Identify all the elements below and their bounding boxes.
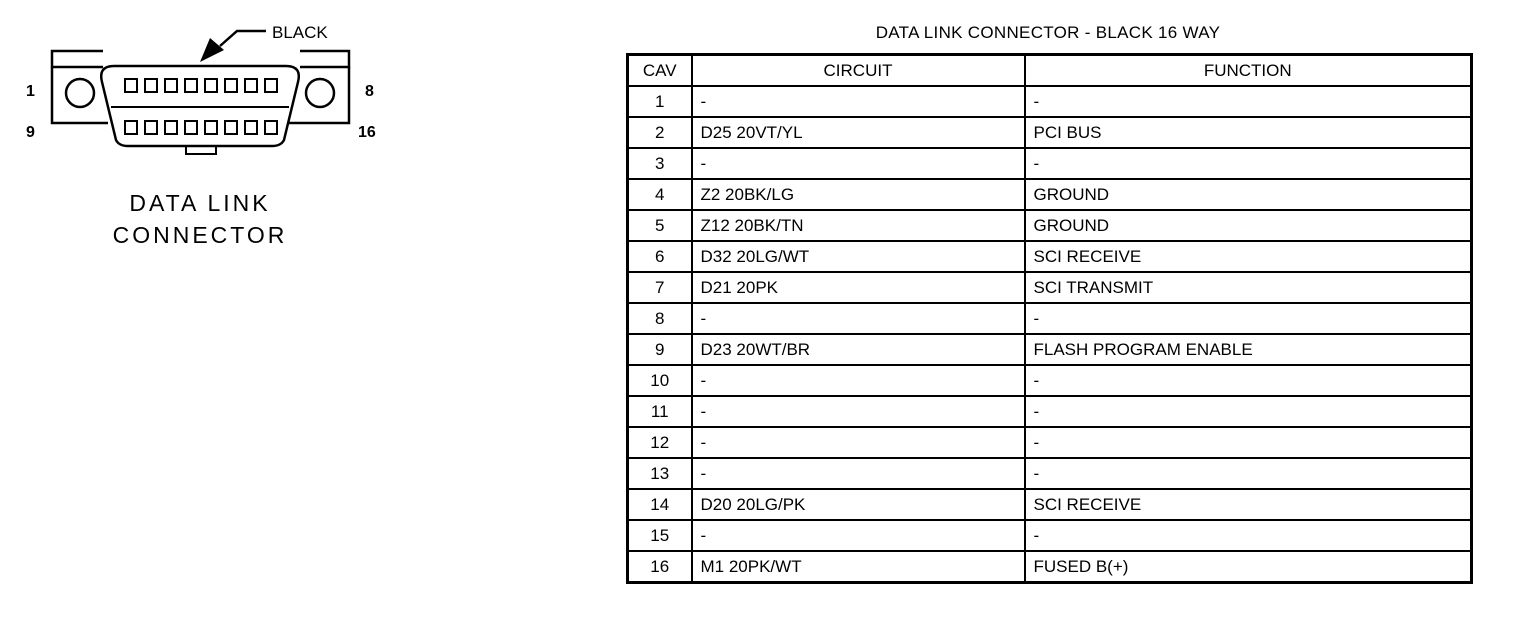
pin-label-8: 8 [365, 83, 374, 100]
function-cell: SCI RECEIVE [1025, 241, 1472, 272]
pin-cavity [145, 79, 157, 92]
left-mount-hole [66, 79, 94, 107]
function-cell: FLASH PROGRAM ENABLE [1025, 334, 1472, 365]
pin-cavity [245, 79, 257, 92]
function-cell: GROUND [1025, 210, 1472, 241]
table-row [628, 241, 1472, 272]
cav-cell: 9 [628, 334, 692, 365]
cav-cell: 8 [628, 303, 692, 334]
cav-cell: 7 [628, 272, 692, 303]
cav-cell: 16 [628, 551, 692, 583]
table-row [628, 365, 1472, 396]
function-cell: GROUND [1025, 179, 1472, 210]
function-cell: FUSED B(+) [1025, 551, 1472, 583]
table-row [628, 458, 1472, 489]
pin-cavity [245, 121, 257, 134]
table-row [628, 210, 1472, 241]
connector-diagram [0, 0, 600, 300]
function-cell: - [1025, 148, 1472, 179]
function-cell: - [1025, 427, 1472, 458]
callout-arrow-icon [200, 31, 266, 62]
cav-cell: 10 [628, 365, 692, 396]
pin-label-1: 1 [26, 83, 35, 100]
table-row [628, 396, 1472, 427]
pin-cavity [225, 121, 237, 134]
cav-cell: 3 [628, 148, 692, 179]
connector-name-line1: DATA LINK [129, 190, 271, 216]
pin-cavity [265, 79, 277, 92]
pin-label-9: 9 [26, 124, 35, 141]
function-cell: - [1025, 365, 1472, 396]
right-mount-hole [306, 79, 334, 107]
circuit-cell: - [692, 365, 1025, 396]
circuit-cell: Z2 20BK/LG [692, 179, 1025, 210]
cav-cell: 12 [628, 427, 692, 458]
pinout-table [626, 53, 1473, 584]
pin-label-16: 16 [358, 124, 376, 141]
pin-cavity [205, 79, 217, 92]
cav-cell: 11 [628, 396, 692, 427]
pin-cavity [125, 121, 137, 134]
function-cell: SCI RECEIVE [1025, 489, 1472, 520]
cav-cell: 13 [628, 458, 692, 489]
table-row [628, 148, 1472, 179]
pin-row-top [125, 79, 277, 92]
function-cell: SCI TRANSMIT [1025, 272, 1472, 303]
header-cav: CAV [628, 55, 692, 87]
cav-cell: 1 [628, 86, 692, 117]
cav-cell: 15 [628, 520, 692, 551]
function-cell: - [1025, 396, 1472, 427]
pin-cavity [165, 79, 177, 92]
circuit-cell: D23 20WT/BR [692, 334, 1025, 365]
pin-cavity [185, 79, 197, 92]
table-row [628, 303, 1472, 334]
connector-name-line2: CONNECTOR [112, 222, 288, 248]
pin-cavity [125, 79, 137, 92]
circuit-cell: - [692, 458, 1025, 489]
circuit-cell: - [692, 86, 1025, 117]
circuit-cell: - [692, 396, 1025, 427]
pin-cavity [165, 121, 177, 134]
table-row [628, 179, 1472, 210]
header-function: FUNCTION [1025, 55, 1472, 87]
function-cell: - [1025, 303, 1472, 334]
function-cell: PCI BUS [1025, 117, 1472, 148]
table-row [628, 272, 1472, 303]
function-cell: - [1025, 458, 1472, 489]
color-callout-label: BLACK [272, 23, 328, 42]
table-row [628, 489, 1472, 520]
pin-row-bottom [125, 121, 277, 134]
cav-cell: 4 [628, 179, 692, 210]
circuit-cell: Z12 20BK/TN [692, 210, 1025, 241]
cav-cell: 14 [628, 489, 692, 520]
table-row [628, 86, 1472, 117]
table-row [628, 520, 1472, 551]
circuit-cell: - [692, 427, 1025, 458]
table-row [628, 427, 1472, 458]
table-row [628, 334, 1472, 365]
circuit-cell: - [692, 520, 1025, 551]
function-cell: - [1025, 520, 1472, 551]
circuit-cell: M1 20PK/WT [692, 551, 1025, 583]
cav-cell: 2 [628, 117, 692, 148]
header-circuit: CIRCUIT [692, 55, 1025, 87]
pin-cavity [185, 121, 197, 134]
pin-cavity [205, 121, 217, 134]
table-title: DATA LINK CONNECTOR - BLACK 16 WAY [875, 23, 1221, 42]
circuit-cell: D21 20PK [692, 272, 1025, 303]
connector-outline [52, 51, 349, 154]
circuit-cell: D32 20LG/WT [692, 241, 1025, 272]
circuit-cell: D20 20LG/PK [692, 489, 1025, 520]
table-header-row [628, 55, 1472, 87]
circuit-cell: - [692, 148, 1025, 179]
cav-cell: 5 [628, 210, 692, 241]
pin-cavity [265, 121, 277, 134]
table-row [628, 551, 1472, 583]
circuit-cell: - [692, 303, 1025, 334]
circuit-cell: D25 20VT/YL [692, 117, 1025, 148]
pin-cavity [225, 79, 237, 92]
table-row [628, 117, 1472, 148]
function-cell: - [1025, 86, 1472, 117]
cav-cell: 6 [628, 241, 692, 272]
pin-cavity [145, 121, 157, 134]
